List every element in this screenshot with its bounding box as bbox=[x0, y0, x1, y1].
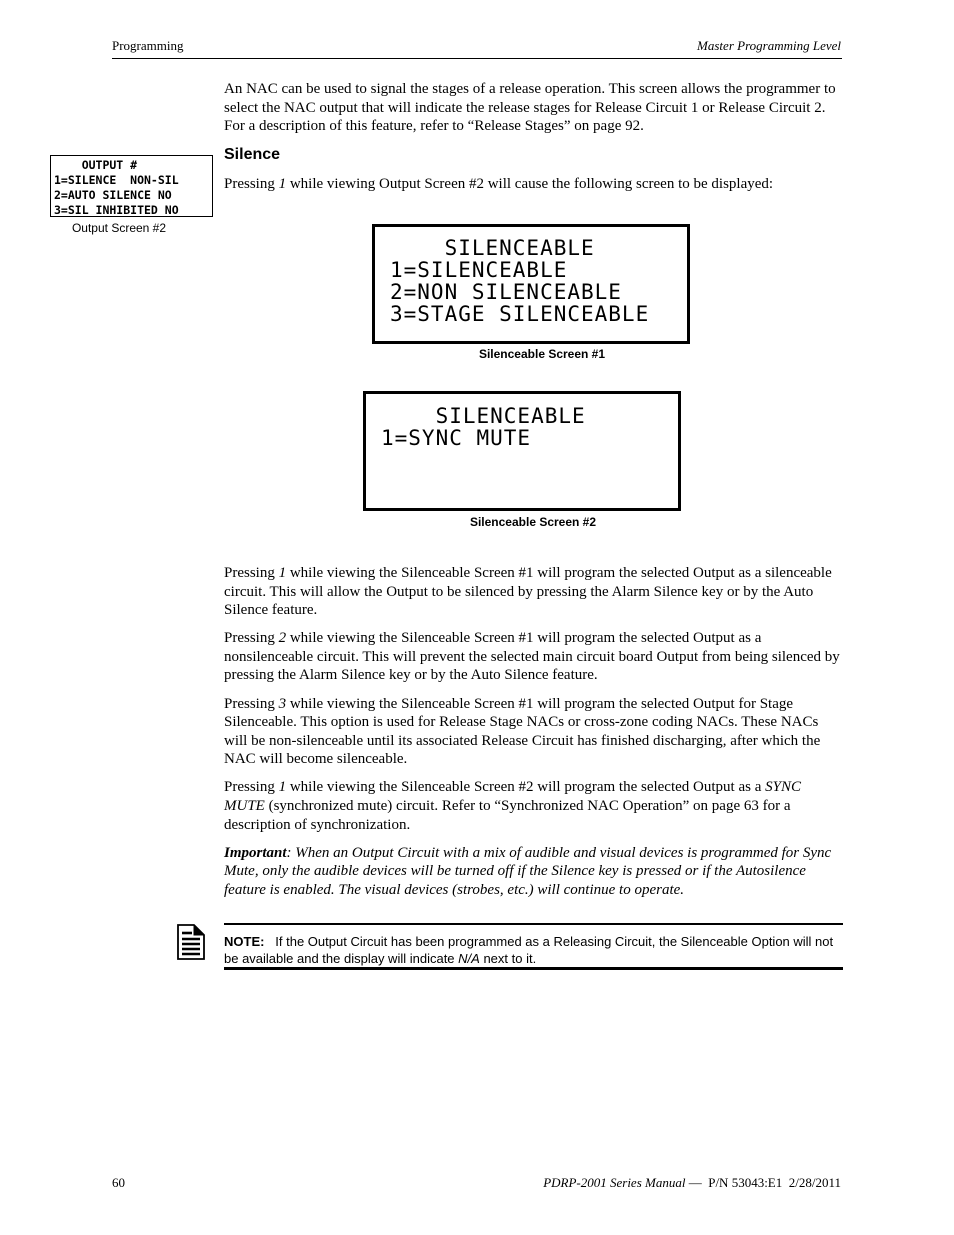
header-section-label: Programming bbox=[112, 38, 184, 53]
output-screen-2-display bbox=[50, 155, 213, 217]
note-icon bbox=[177, 924, 205, 960]
page-number: 60 bbox=[112, 1175, 125, 1190]
intro-paragraph bbox=[224, 80, 842, 145]
paragraph-press-1-screen-2 bbox=[224, 778, 842, 834]
p4-key: 1 bbox=[278, 779, 287, 796]
note-text-pre: If the Output Circuit has been programmed as a Releasing Circuit, the Silenceable Option will not be available and the display will indicate bbox=[224, 934, 837, 966]
output-screen-line: OUTPUT # bbox=[54, 158, 138, 172]
header-rule bbox=[112, 58, 842, 59]
output-screen-line: 2=AUTO SILENCE NO bbox=[54, 188, 172, 202]
note-label: NOTE: bbox=[224, 934, 265, 949]
footer-part-number: — P/N 53043:E1 2/28/2011 bbox=[685, 1175, 841, 1190]
silenceable-screen-2-caption: Silenceable Screen #2 bbox=[469, 515, 597, 529]
p4-pre: Pressing bbox=[224, 779, 279, 796]
paragraph-press-1-screen-1 bbox=[224, 564, 842, 620]
screen-1-line: SILENCEABLE bbox=[390, 236, 595, 260]
p1-key: 1 bbox=[278, 565, 287, 581]
important-paragraph bbox=[224, 844, 842, 900]
note-text-post: next to it. bbox=[479, 951, 537, 966]
output-screen-line: 1=SILENCE NON-SIL bbox=[54, 173, 179, 187]
p3-key: 3 bbox=[278, 695, 287, 712]
silence-intro-key: 1 bbox=[278, 176, 287, 192]
section-title: Silence bbox=[224, 146, 281, 163]
p3-pre: Pressing bbox=[224, 695, 279, 712]
silenceable-screen-1-caption: Silenceable Screen #1 bbox=[478, 347, 606, 361]
screen-1-line: 2=NON SILENCEABLE bbox=[390, 280, 622, 304]
important-text: : When an Output Circuit with a mix of audible and visual devices is programmed for Sync Mute, only the audible devices will be turned off if the Silence key is pressed or if the Autosilence feature is enabled. The visual devices (strobes, etc.) will continue to operate. bbox=[224, 844, 832, 898]
screen-1-line: 3=STAGE SILENCEABLE bbox=[390, 302, 650, 326]
silence-intro-post: while viewing Output Screen #2 will cause the following screen to be displayed: bbox=[286, 176, 774, 192]
output-screen-line: 3=SIL INHIBITED NO bbox=[54, 203, 179, 217]
paragraph-press-3-screen-1 bbox=[224, 695, 842, 769]
screen-2-line: 1=SYNC MUTE bbox=[381, 426, 532, 450]
screen-2-line: SILENCEABLE bbox=[381, 404, 586, 428]
p2-pre: Pressing bbox=[224, 630, 279, 647]
header-chapter-label: Master Programming Level bbox=[697, 38, 841, 53]
p2-key: 2 bbox=[278, 630, 287, 647]
screen-1-line: 1=SILENCEABLE bbox=[390, 258, 568, 282]
output-screen-2-caption: Output Screen #2 bbox=[71, 221, 167, 235]
silenceable-screen-1-display bbox=[372, 224, 690, 344]
p1-post: while viewing the Silenceable Screen #1 will program the selected Output as a silenceable circuit. This will allow the Output to be silenced by pressing the Alarm Silence key or by the Auto Silence feature. bbox=[224, 565, 832, 619]
p1-pre: Pressing bbox=[224, 565, 279, 581]
important-label: Important bbox=[224, 844, 287, 861]
note-box bbox=[224, 923, 843, 970]
p4-mid: while viewing the Silenceable Screen #2 will program the selected Output as a bbox=[286, 779, 766, 796]
note-term: N/A bbox=[458, 951, 480, 966]
footer-manual-title: PDRP-2001 Series Manual bbox=[543, 1175, 686, 1190]
p4-post: (synchronized mute) circuit. Refer to “Synchronized NAC Operation” on page 63 for a description of synchronization. bbox=[224, 798, 791, 833]
paragraph-press-2-screen-1 bbox=[224, 629, 842, 685]
p3-post: while viewing the Silenceable Screen #1 will program the selected Output for Stage Silenceable. This option is used for Release Stage NACs or cross-zone coding NACs. These NACs will be non-silenceable until its associated Release Circuit has finished discharging, after which the NAC will become silenceable. bbox=[224, 695, 821, 768]
intro-text: An NAC can be used to signal the stages of a release operation. This screen allows the programmer to select the NAC output that will indicate the release stages for Release Circuit 1 or Release Circuit 2. For a description of this feature, refer to “Release Stages” on page 92. bbox=[224, 81, 836, 135]
footer-manual-info bbox=[543, 1175, 841, 1191]
p2-post: while viewing the Silenceable Screen #1 will program the selected Output as a nonsilenceable circuit. This will prevent the selected main circuit board Output from being silenced by pressing the Alarm Silence key or by the Auto Silence feature. bbox=[224, 630, 840, 684]
p4-term: SYNC MUTE bbox=[224, 779, 801, 815]
body-paragraphs bbox=[224, 564, 842, 909]
silence-intro-pre: Pressing bbox=[224, 176, 279, 192]
silenceable-screen-2-display bbox=[363, 391, 681, 511]
silence-intro-paragraph bbox=[224, 175, 842, 194]
